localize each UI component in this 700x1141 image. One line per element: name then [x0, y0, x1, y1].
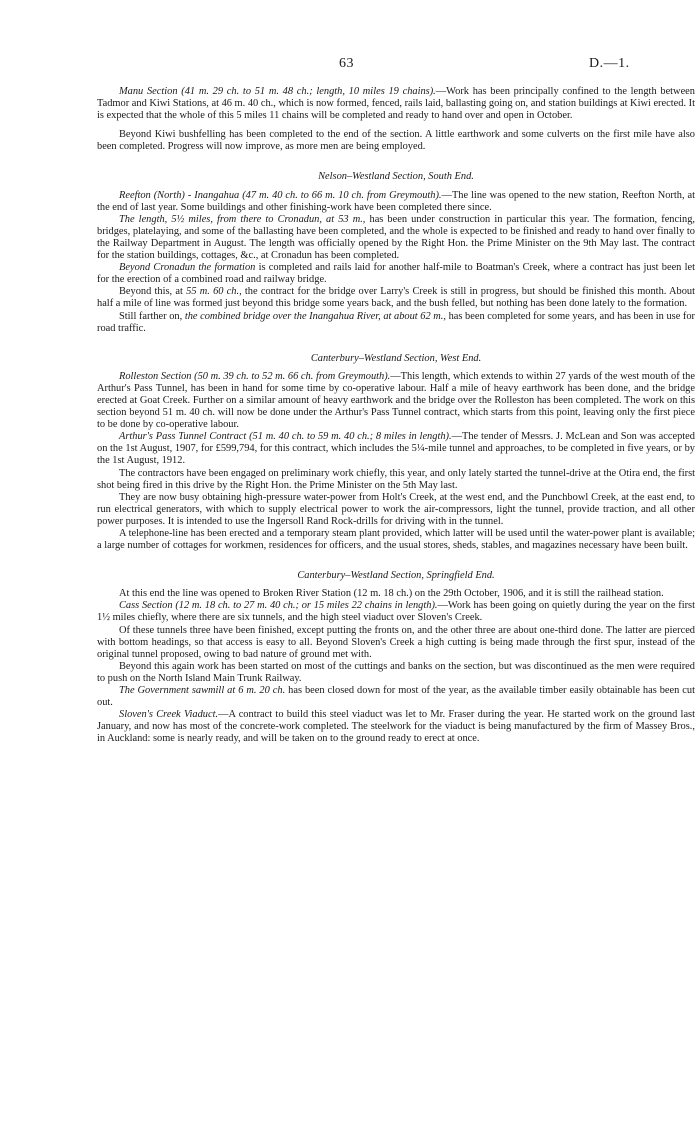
cass-title: Cass Section (12 m. 18 ch. to 27 m. 40 ch.; or 15 miles 22 chains in length).	[119, 600, 438, 612]
arthurs-pass-paragraph	[97, 431, 695, 467]
page-header	[0, 58, 700, 78]
cass-paragraph	[97, 600, 695, 624]
cronadun-lead: The length, 5½ miles, from there to Cronadun, at 53 m.,	[119, 213, 366, 225]
viaduct-title: Sloven's Creek Viaduct.	[119, 709, 219, 721]
boatmans-lead: Beyond Cronadun the formation	[119, 262, 256, 274]
canterbury-springfield-heading: Canterbury–Westland Section, Springfield End.	[297, 570, 495, 582]
cass-text: —Work has been going on quietly during the year on the first 1½ miles chiefly, where there are six tunnels, and the high steel viaduct over Sloven's Creek.	[97, 600, 695, 624]
larrys-pre: Beyond this, at	[119, 286, 187, 298]
rolleston-text: —This length, which extends to within 27 yards of the west mouth of the Arthur's Pass Tunnel, has been in hand for some time by co-operative labour. Half a mile of heavy earthwork has been done, and the bridge erected at Goat Creek. Further on a similar amount of heavy earthwork and the bridge over the Rolleston has been completed. The work on this section beyond 51 m. 40 ch. will now be done under the Arthur's Pass Tunnel contract, which starts from this point, leaving only the first piece to be done by co-operative labour.	[97, 370, 695, 431]
arthurs-pass-title: Arthur's Pass Tunnel Contract (51 m. 40 ch. to 59 m. 40 ch.; 8 miles in length).	[119, 431, 452, 443]
tunnels-paragraph: Of these tunnels three have been finished, except putting the fronts on, and the other three are about one-third done. The latter are pierced with bottom headings, so that access is easy to all. Beyond Sloven's Creek a high cutting is being made through the first spur, instead of the original tunnel proposed, owing to bad nature of ground met with.	[97, 624, 695, 660]
manu-text: —Work has been principally confined to the length between Tadmor and Kiwi Stations, at 46 m. 40 ch., which is now formed, fenced, rails laid, ballasting going on, and station buildings at Kiwi erected. It is expected that the whole of this 5 miles 11 chains will be completed and ready to hand over and open in October.	[97, 86, 695, 122]
nelson-westland-heading: Nelson–Westland Section, South End.	[318, 171, 474, 183]
report-body	[97, 86, 695, 746]
telephone-paragraph: A telephone-line has been erected and a temporary steam plant provided, which latter will be used until the water-power plant is available; a large number of cottages for workmen, residences for officers, and the usual stores, sheds, stables, and magazines necessary have been built.	[97, 528, 695, 552]
larrys-text: the contract for the bridge over Larry's Creek is still in progress, but should be finished this month. About half a mile of line was formed just beyond this bridge some years back, and the bush felled, but nothing has been done lately to the formation.	[97, 286, 695, 310]
document-reference: D.—1.	[589, 56, 630, 71]
manu-paragraph	[97, 86, 695, 122]
cronadun-text: has been under construction in particular this year. The formation, fencing, bridges, platelaying, and some of the ballasting have been completed, and the whole is expected to be finished and ready to hand over finally to the Railway Department in August. The length was officially opened by the Right Hon. the Prime Minister on the 9th May last. The contract for the station buildings, cottages, &c., at Cronadun has been completed.	[97, 213, 695, 262]
cronadun-paragraph	[97, 214, 695, 262]
sawmill-text: has been closed down for most of the year, as the available timber easily obtainable has been cut out.	[97, 685, 695, 709]
sawmill-paragraph	[97, 685, 695, 709]
boatmans-paragraph	[97, 262, 695, 286]
rolleston-title: Rolleston Section (50 m. 39 ch. to 52 m. 66 ch. from Greymouth).	[119, 370, 391, 382]
reefton-text: —The line was opened to the new station, Reefton North, at the end of last year. Some buildings and other finishing-work have been completed there since.	[97, 189, 696, 213]
sawmill-lead: The Government sawmill at 6 m. 20 ch.	[119, 685, 286, 697]
water-power-paragraph: They are now busy obtaining high-pressure water-power from Holt's Creek, at the west end, and the Punchbowl Creek, at the east end, to run electrical generators, with which to supply electrical power to work the air-compressors, light the tunnel, provide traction, and all other power purposes. It is intended to use the Ingersoll Rand Rock-drills for driving with in the tunnel.	[97, 491, 695, 527]
cuttings-paragraph: Beyond this again work has been started on most of the cuttings and banks on the section, but was discontinued as the men were required to push on the North Island Main Trunk Railway.	[97, 660, 695, 684]
reefton-paragraph	[97, 190, 695, 214]
kiwi-paragraph: Beyond Kiwi bushfelling has been completed to the end of the section. A little earthwork and some culverts on the first mile have also been completed. Progress will now improve, as more men are being employed.	[97, 129, 695, 153]
inangahua-text: has been completed for some years, and has been in use for road traffic.	[97, 310, 696, 334]
larrys-creek-paragraph	[97, 286, 695, 310]
page-number: 63	[339, 56, 354, 71]
boatmans-text: is completed and rails laid for another half-mile to Boatman's Creek, where a contract has just been let for the erection of a combined road and railway bridge.	[97, 262, 695, 286]
canterbury-west-heading: Canterbury–Westland Section, West End.	[310, 352, 482, 364]
arthurs-pass-text: —The tender of Messrs. J. McLean and Son was accepted on the 1st August, 1907, for £599,794, for this contract, which includes the 5¼-mile tunnel and approaches, to be completed in five years, or by the 1st August, 1912.	[97, 431, 695, 467]
inangahua-bridge: the combined bridge over the Inangahua River, at about 62 m.,	[184, 310, 446, 322]
reefton-title: Reefton (North) - Inangahua (47 m. 40 ch. to 66 m. 10 ch. from Greymouth).	[119, 189, 442, 201]
viaduct-paragraph	[97, 709, 695, 745]
manu-section-title: Manu Section (41 m. 29 ch. to 51 m. 48 ch.; length, 10 miles 19 chains).	[119, 86, 436, 97]
broken-river-paragraph: At this end the line was opened to Broken River Station (12 m. 18 ch.) on the 29th October, 1906, and it is still the railhead station.	[119, 588, 664, 600]
inangahua-pre: Still farther on,	[119, 310, 185, 322]
contractors-paragraph: The contractors have been engaged on preliminary work chiefly, this year, and only lately started the tunnel-drive at the Otira end, the first shot being fired in this drive by the Right Hon. the Prime Minister on the 5th May last.	[97, 467, 695, 491]
viaduct-text: —A contract to build this steel viaduct was let to Mr. Fraser during the year. He started work on the ground last January, and now has most of the concrete-work completed. The steelwork for the viaduct is being manufactured by the firm of Massey Bros., in Auckland: some is nearly ready, and will be taken on to the ground ready to erect at once.	[97, 709, 695, 745]
larrys-mileage: 55 m. 60 ch.,	[186, 286, 242, 298]
inangahua-paragraph	[97, 311, 695, 335]
rolleston-paragraph	[97, 371, 695, 431]
